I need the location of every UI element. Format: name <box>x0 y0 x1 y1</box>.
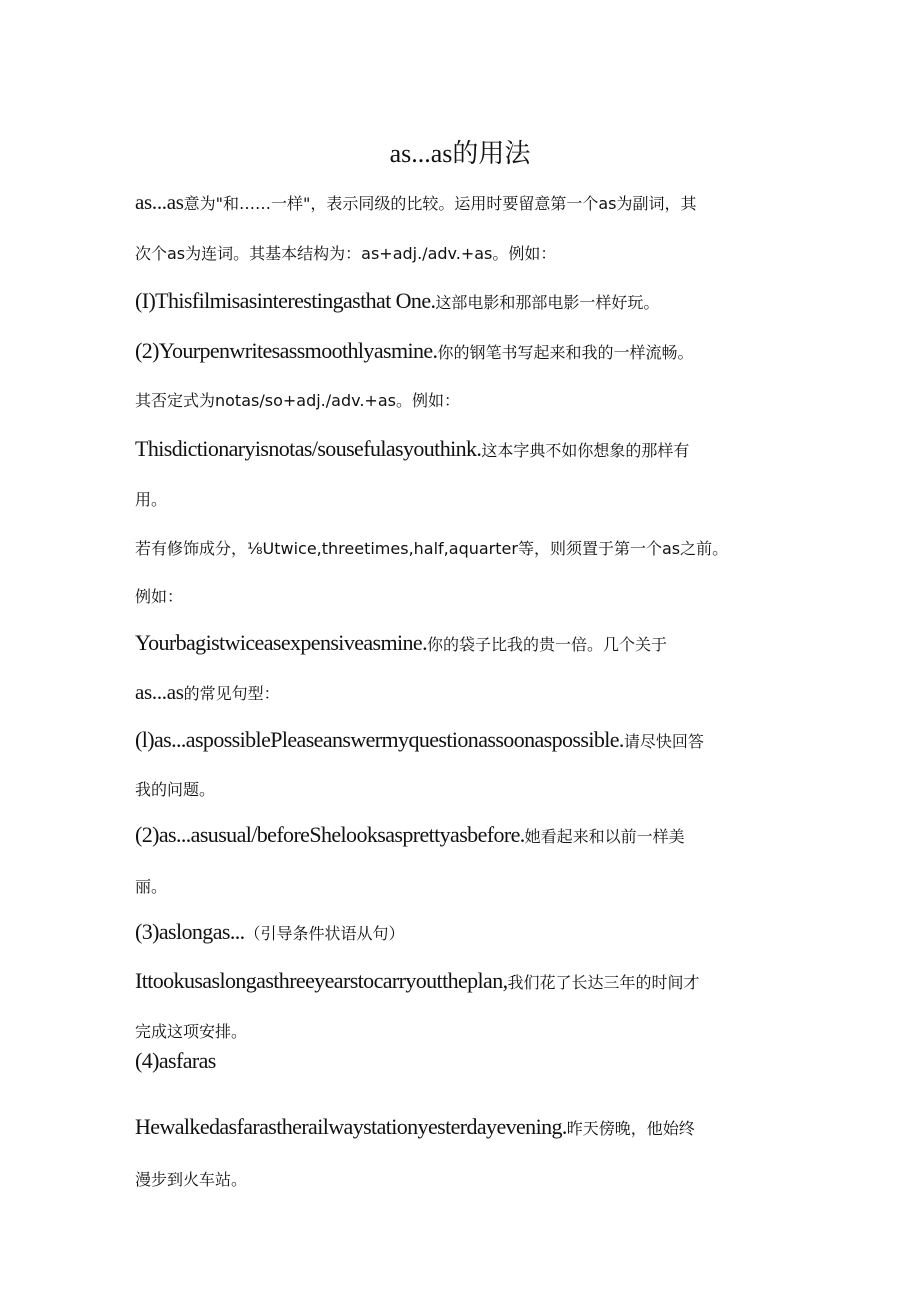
line-chinese: 昨天傍晚，他始终 <box>566 1119 695 1138</box>
paragraph-line <box>135 773 215 805</box>
line-english: (l)as...aspossiblePleaseanswermyquestionassoonaspossible. <box>135 727 624 752</box>
paragraph-line <box>135 1163 247 1195</box>
line-chinese: 她看起来和以前一样美 <box>524 827 685 846</box>
line-chinese: 这本字典不如你想象的那样有 <box>481 441 690 460</box>
line-english: (2)as...asusual/beforeShelooksasprettyasbefore. <box>135 822 525 847</box>
line-chinese: 用。 <box>135 490 168 509</box>
line-chinese: 其否定式为notas/so+adj./adv.+as。例如： <box>135 391 460 410</box>
line-english: (3)aslongas... <box>135 919 245 944</box>
line-english: Hewalkedasfarastherailwaystationyesterdayevening. <box>135 1114 567 1139</box>
line-chinese: 的常见句型： <box>183 684 280 703</box>
line-chinese: 例如： <box>135 587 184 606</box>
paragraph-line <box>135 286 659 318</box>
line-english: as...as <box>135 190 184 214</box>
paragraph-line <box>135 1015 247 1047</box>
line-english: Ittookusaslongasthreeyearstocarryouttheplan, <box>135 968 508 993</box>
line-english: (2)Yourpenwritesassmoothlyasmine. <box>135 338 438 363</box>
line-english: (I)Thisfilmisasinterestingasthat One. <box>135 288 436 313</box>
line-english: (4)asfaras <box>135 1048 216 1073</box>
line-chinese: 你的钢笔书写起来和我的一样流畅。 <box>437 343 694 362</box>
line-chinese: 意为"和……一样"，表示同级的比较。运用时要留意第一个as为副词，其 <box>183 194 697 213</box>
page-title: as...as的用法 <box>389 139 531 168</box>
paragraph-line <box>135 1046 216 1078</box>
paragraph-line <box>135 966 700 998</box>
paragraph-line <box>135 187 697 219</box>
paragraph-line <box>135 384 460 416</box>
line-english: as...as <box>135 680 184 704</box>
paragraph-line <box>135 870 167 902</box>
line-english: Yourbagistwiceasexpensiveasmine. <box>135 630 428 655</box>
paragraph-line <box>135 237 556 269</box>
line-english: Thisdictionaryisnotas/sousefulasyouthink. <box>135 436 482 461</box>
paragraph-line <box>135 580 183 612</box>
line-chinese: 你的袋子比我的贵一倍。几个关于 <box>427 635 668 654</box>
paragraph-line <box>135 1112 695 1144</box>
line-chinese: （引导条件状语从句） <box>244 924 405 943</box>
paragraph-line <box>135 532 728 564</box>
paragraph-line <box>135 628 667 660</box>
line-chinese: 请尽快回答 <box>623 732 704 751</box>
line-chinese: 漫步到火车站。 <box>135 1170 248 1189</box>
line-chinese: 这部电影和那部电影一样好玩。 <box>435 293 660 312</box>
paragraph-line <box>135 483 167 515</box>
line-chinese: 我的问题。 <box>135 780 216 799</box>
line-chinese: 完成这项安排。 <box>135 1022 248 1041</box>
paragraph-line <box>135 917 405 949</box>
paragraph-line <box>135 725 704 757</box>
line-chinese: 若有修饰成分，⅛Utwice,threetimes,half,aquarter等，则须置于第一个as之前。 <box>135 539 729 558</box>
paragraph-line <box>135 434 689 466</box>
line-chinese: 我们花了长达三年的时间才 <box>507 973 700 992</box>
paragraph-line <box>135 336 693 368</box>
line-chinese: 次个as为连词。其基本结构为：as+adj./adv.+as。例如： <box>135 244 557 263</box>
line-chinese: 丽。 <box>135 877 168 896</box>
paragraph-line <box>135 677 280 709</box>
paragraph-line <box>135 820 685 852</box>
